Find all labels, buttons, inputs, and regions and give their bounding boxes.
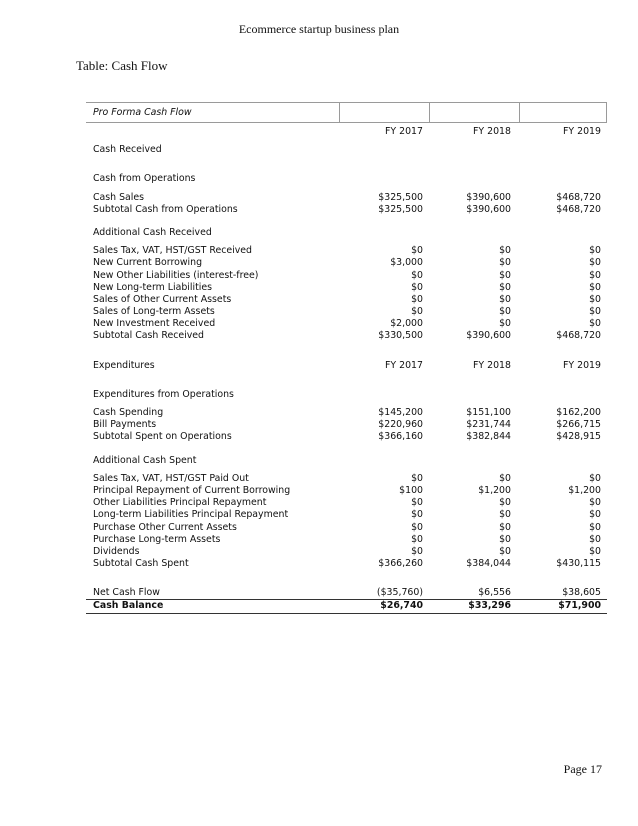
cell-value: $0 bbox=[499, 545, 511, 557]
cell-value: $468,720 bbox=[556, 330, 601, 342]
section-heading bbox=[86, 173, 607, 185]
cell-value: $0 bbox=[411, 245, 423, 257]
cell-value: $0 bbox=[589, 521, 601, 533]
row-label: Purchase Other Current Assets bbox=[93, 521, 237, 533]
cell-value: $0 bbox=[589, 306, 601, 318]
table-row bbox=[86, 558, 607, 570]
cell-value: $231,744 bbox=[466, 419, 511, 431]
cell-value: $0 bbox=[411, 281, 423, 293]
row-label: Long-term Liabilities Principal Repayment bbox=[93, 509, 289, 521]
cell-value: $325,500 bbox=[378, 191, 423, 203]
section-heading-text: Additional Cash Spent bbox=[93, 454, 197, 466]
row-label: Dividends bbox=[93, 545, 140, 557]
cell-value: $0 bbox=[499, 245, 511, 257]
expenditures-header-row bbox=[86, 360, 607, 372]
row-label: Sales of Other Current Assets bbox=[93, 293, 232, 305]
section-heading bbox=[86, 455, 607, 467]
cell-value: $0 bbox=[589, 472, 601, 484]
column-header: FY 2017 bbox=[385, 126, 423, 137]
cell-value: ($35,760) bbox=[376, 587, 423, 599]
table-row bbox=[86, 330, 607, 342]
cell-value: $71,900 bbox=[558, 600, 601, 612]
column-divider bbox=[429, 103, 430, 122]
column-header: FY 2019 bbox=[563, 126, 601, 137]
cell-value: $0 bbox=[499, 306, 511, 318]
additional-rows bbox=[86, 245, 607, 343]
section-heading bbox=[86, 389, 607, 401]
table-row bbox=[86, 204, 607, 216]
table-row bbox=[86, 497, 607, 509]
additional-spent-rows bbox=[86, 473, 607, 571]
cell-value: $0 bbox=[411, 509, 423, 521]
table-row bbox=[86, 473, 607, 485]
cell-value: $0 bbox=[589, 533, 601, 545]
table-row bbox=[86, 294, 607, 306]
cell-value: $0 bbox=[499, 318, 511, 330]
column-header: FY 2019 bbox=[563, 359, 601, 371]
table-row bbox=[86, 407, 607, 419]
cell-value: $0 bbox=[411, 521, 423, 533]
row-label: Cash Sales bbox=[93, 191, 145, 203]
cell-value: $0 bbox=[499, 497, 511, 509]
section-heading bbox=[86, 227, 607, 239]
cell-value: $0 bbox=[411, 497, 423, 509]
row-label: Sales Tax, VAT, HST/GST Paid Out bbox=[93, 472, 249, 484]
cell-value: $0 bbox=[499, 269, 511, 281]
table-row bbox=[86, 419, 607, 431]
cell-value: $220,960 bbox=[378, 419, 423, 431]
cell-value: $384,044 bbox=[466, 558, 511, 570]
cell-value: $145,200 bbox=[378, 407, 423, 418]
column-header: FY 2018 bbox=[473, 126, 511, 137]
cell-value: $0 bbox=[411, 533, 423, 545]
cell-value: $1,200 bbox=[478, 484, 511, 496]
cell-value: $0 bbox=[499, 293, 511, 305]
cell-value: $1,200 bbox=[568, 484, 601, 496]
cell-value: $330,500 bbox=[378, 330, 423, 342]
cell-value: $428,915 bbox=[556, 431, 601, 443]
cell-value: $0 bbox=[499, 521, 511, 533]
row-label: New Current Borrowing bbox=[93, 257, 203, 269]
running-header: Ecommerce startup business plan bbox=[238, 22, 400, 36]
column-header: FY 2018 bbox=[473, 359, 511, 371]
row-label: Subtotal Spent on Operations bbox=[93, 431, 232, 443]
section-label-text: Expenditures bbox=[93, 359, 155, 371]
table-caption: Table: Cash Flow bbox=[76, 58, 168, 73]
row-label: Purchase Long-term Assets bbox=[93, 533, 221, 545]
cell-value: $100 bbox=[399, 484, 423, 496]
cell-value: $26,740 bbox=[380, 600, 423, 612]
row-label: Sales of Long-term Assets bbox=[93, 306, 215, 318]
cell-value: $0 bbox=[411, 269, 423, 281]
cell-value: $0 bbox=[499, 281, 511, 293]
cell-value: $468,720 bbox=[556, 203, 601, 215]
table-row bbox=[86, 192, 607, 204]
cell-value: $468,720 bbox=[556, 191, 601, 203]
cell-value: $0 bbox=[589, 293, 601, 305]
cash-balance-row bbox=[86, 600, 607, 613]
section-heading-text: Cash from Operations bbox=[93, 173, 196, 185]
cell-value: $390,600 bbox=[466, 203, 511, 215]
cell-value: $33,296 bbox=[468, 600, 511, 612]
column-header-row bbox=[86, 126, 607, 138]
column-divider bbox=[519, 103, 520, 122]
column-divider bbox=[606, 103, 607, 122]
row-label: Subtotal Cash from Operations bbox=[93, 203, 238, 215]
table-title: Pro Forma Cash Flow bbox=[93, 107, 192, 118]
cell-value: $162,200 bbox=[556, 407, 601, 418]
table-row bbox=[86, 245, 607, 257]
cell-value: $390,600 bbox=[466, 330, 511, 342]
table-row bbox=[86, 431, 607, 443]
row-label: Cash Spending bbox=[93, 407, 164, 418]
row-label: Other Liabilities Principal Repayment bbox=[93, 497, 267, 509]
cell-value: $390,600 bbox=[466, 191, 511, 203]
cell-value: $3,000 bbox=[390, 257, 423, 269]
cell-value: $151,100 bbox=[466, 407, 511, 418]
row-label: Sales Tax, VAT, HST/GST Received bbox=[93, 245, 253, 257]
table-row bbox=[86, 546, 607, 558]
table-row bbox=[86, 306, 607, 318]
cell-value: $0 bbox=[499, 257, 511, 269]
cell-value: $325,500 bbox=[378, 203, 423, 215]
cell-value: $382,844 bbox=[466, 431, 511, 443]
cash-flow-table bbox=[86, 102, 607, 614]
page-number: Page 17 bbox=[563, 762, 602, 776]
table-row bbox=[86, 509, 607, 521]
cell-value: $0 bbox=[411, 306, 423, 318]
table-title-row bbox=[86, 102, 607, 123]
ops-rows bbox=[86, 192, 607, 216]
table-row bbox=[86, 534, 607, 546]
cell-value: $0 bbox=[589, 318, 601, 330]
row-label: Principal Repayment of Current Borrowing bbox=[93, 484, 291, 496]
table-row bbox=[86, 522, 607, 534]
column-divider bbox=[339, 103, 340, 122]
section-label bbox=[86, 144, 607, 156]
cell-value: $366,160 bbox=[378, 431, 423, 443]
table-row bbox=[86, 282, 607, 294]
row-label: Cash Balance bbox=[93, 600, 164, 612]
cell-value: $0 bbox=[499, 509, 511, 521]
cell-value: $0 bbox=[411, 545, 423, 557]
cell-value: $0 bbox=[411, 472, 423, 484]
row-label: Subtotal Cash Spent bbox=[93, 558, 189, 570]
row-label: New Long-term Liabilities bbox=[93, 281, 213, 293]
table-row bbox=[86, 318, 607, 330]
cell-value: $6,556 bbox=[478, 587, 511, 599]
cell-value: $0 bbox=[589, 509, 601, 521]
cell-value: $0 bbox=[589, 269, 601, 281]
section-label-text: Cash Received bbox=[93, 144, 162, 156]
table-row bbox=[86, 257, 607, 269]
cell-value: $38,605 bbox=[562, 587, 601, 599]
cell-value: $0 bbox=[499, 472, 511, 484]
column-header: FY 2017 bbox=[385, 359, 423, 371]
row-label: Subtotal Cash Received bbox=[93, 330, 205, 342]
table-row bbox=[86, 485, 607, 497]
section-heading-text: Additional Cash Received bbox=[93, 226, 212, 238]
section-heading-text: Expenditures from Operations bbox=[93, 388, 234, 400]
cell-value: $0 bbox=[589, 281, 601, 293]
cell-value: $2,000 bbox=[390, 318, 423, 330]
cell-value: $0 bbox=[411, 293, 423, 305]
exp-ops-rows bbox=[86, 407, 607, 444]
row-label: Bill Payments bbox=[93, 419, 157, 431]
row-label: Net Cash Flow bbox=[93, 587, 160, 599]
net-cash-flow-row bbox=[86, 587, 607, 600]
cell-value: $0 bbox=[589, 257, 601, 269]
cell-value: $0 bbox=[589, 245, 601, 257]
cell-value: $0 bbox=[589, 545, 601, 557]
row-label: New Investment Received bbox=[93, 318, 216, 330]
cell-value: $0 bbox=[499, 533, 511, 545]
cell-value: $430,115 bbox=[556, 558, 601, 570]
cell-value: $366,260 bbox=[378, 558, 423, 570]
table-row bbox=[86, 270, 607, 282]
row-label: New Other Liabilities (interest-free) bbox=[93, 269, 259, 281]
cell-value: $266,715 bbox=[556, 419, 601, 431]
cell-value: $0 bbox=[589, 497, 601, 509]
